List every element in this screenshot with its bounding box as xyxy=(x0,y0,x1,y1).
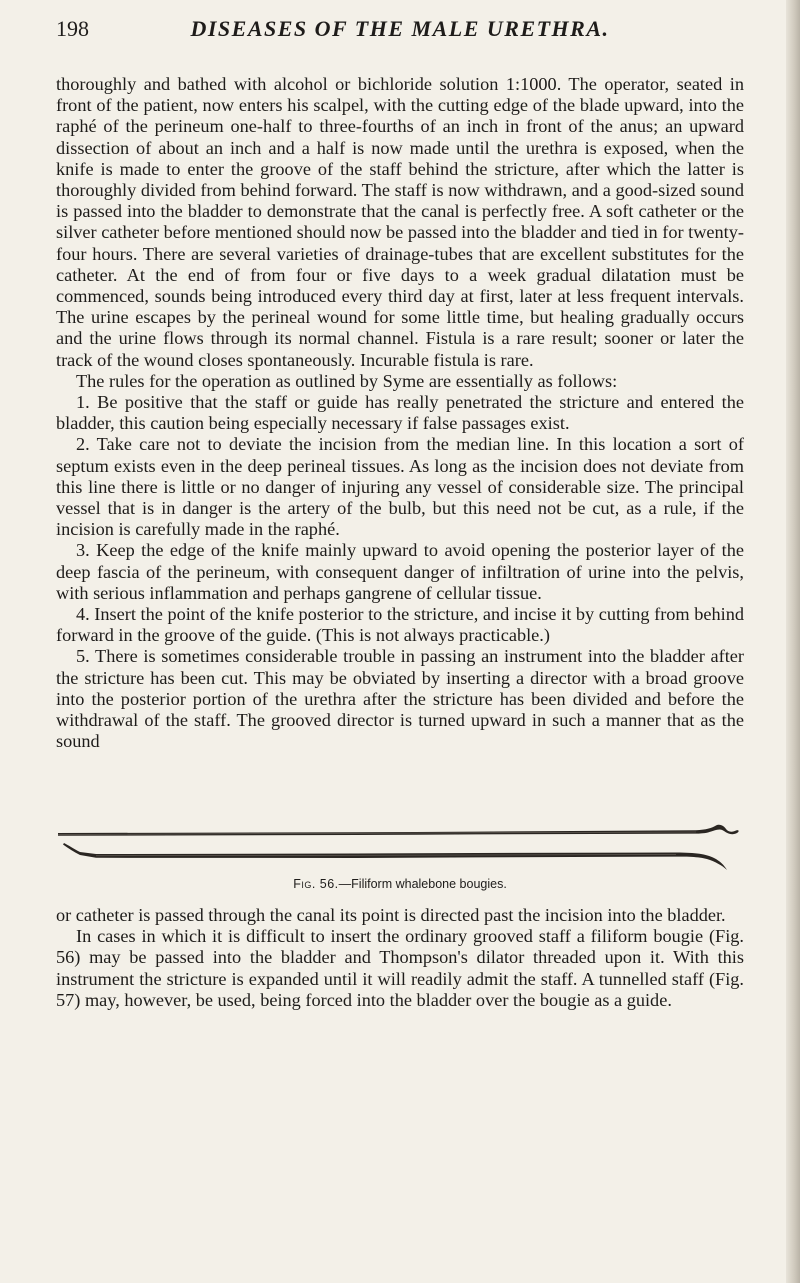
page-header xyxy=(56,16,744,44)
body-text-bottom xyxy=(56,905,744,1011)
paragraph: The rules for the operation as outlined by Syme are essentially as follows: xyxy=(76,370,618,391)
paragraph: 1. Be positive that the staff or guide has really penetrated the stricture and entered the bladder, this caution being especially necessary if false passages exist. xyxy=(56,392,744,434)
figure-caption-text: —Filiform whalebone bougies. xyxy=(338,877,507,891)
paragraph: 4. Insert the point of the knife posterior to the stricture, and incise it by cutting from behind forward in the groove of the guide. (This is not always practicable.) xyxy=(56,604,744,646)
body-text-top xyxy=(56,74,744,753)
whalebone-bougies-illustration xyxy=(56,824,744,874)
bougie-lower xyxy=(63,843,727,870)
paragraph: 5. There is sometimes considerable trouble in passing an instrument into the bladder after the stricture has been cut. This may be obviated by inserting a director with a broad groove into the posterior portion of the urethra after the stricture has been divided and before the withdrawal of the staff. The grooved director is turned upward in such a manner that as the sound xyxy=(56,646,744,752)
paragraph: or catheter is passed through the canal its point is directed past the incision into the bladder. xyxy=(56,905,726,925)
figure-caption xyxy=(56,877,744,891)
running-title: DISEASES OF THE MALE URETHRA. xyxy=(190,16,610,41)
figure-label: Fig. 56. xyxy=(293,877,339,891)
page-edge-shadow xyxy=(786,0,800,1283)
paragraph: thoroughly and bathed with alcohol or bichloride solution 1:1000. The operator, seated in front of the patient, now enters his scalpel, with the cutting edge of the blade upward, into the raphé of the perineum one-half to three-fourths of an inch in front of the anus; an upward dissection of about an inch and a half is now made until the urethra is exposed, when the knife is made to enter the groove of the staff behind the stricture, after which the latter is thoroughly divided from behind forward. The staff is now withdrawn, and a good-sized sound is passed into the bladder to demonstrate that the canal is perfectly free. A soft catheter or the silver catheter before mentioned should now be passed into the bladder and tied in for twenty-four hours. There are several varieties of drainage-tubes that are excellent substitutes for the catheter. At the end of from four or five days to a week gradual dilatation must be commenced, sounds being introduced every third day at first, later at less frequent intervals. The urine escapes by the perineal wound for some little time, but healing gradually occurs and the urine flows through its normal channel. Fistula is a rare result; sooner or later the track of the wound closes spontaneously. Incurable fistula is rare. xyxy=(56,74,744,370)
page-number: 198 xyxy=(56,16,89,41)
paragraph: 3. Keep the edge of the knife mainly upward to avoid opening the posterior layer of the deep fascia of the perineum, with consequent danger of infiltration of urine into the pelvis, with serious inflammation and perhaps gangrene of cellular tissue. xyxy=(56,540,744,603)
paragraph: 2. Take care not to deviate the incision from the median line. In this location a sort of septum exists even in the deep perineal tissues. As long as the incision does not deviate from this line there is little or no danger of injuring any vessel of considerable size. The principal vessel that is in danger is the artery of the bulb, but this need not be cut, as a rule, if the incision is carefully made in the raphé. xyxy=(56,434,744,540)
figure-56 xyxy=(56,824,744,904)
paragraph: In cases in which it is difficult to insert the ordinary grooved staff a filiform bougie (Fig. 56) may be passed into the bladder and Thompson's dilator threaded upon it. With this instrument the stricture is expanded until it will readily admit the staff. A tunnelled staff (Fig. 57) may, however, be used, being forced into the bladder over the bougie as a guide. xyxy=(56,926,744,1010)
